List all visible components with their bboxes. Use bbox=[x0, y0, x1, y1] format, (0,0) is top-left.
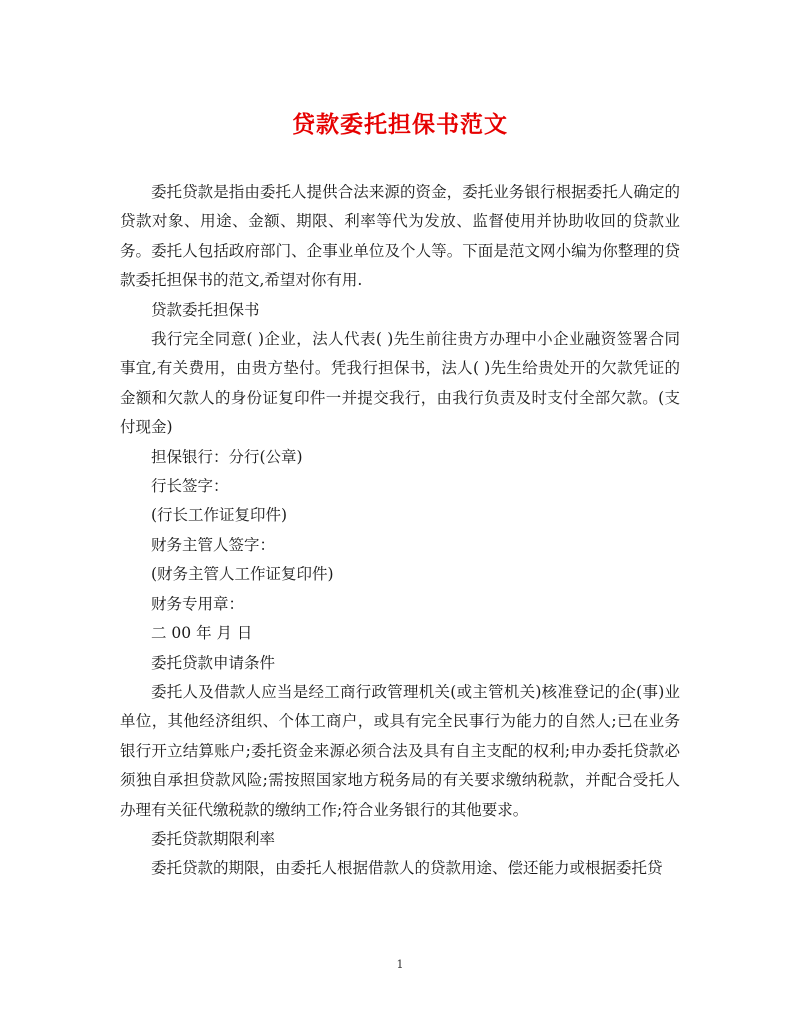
president-id-copy-line: (行长工作证复印件) bbox=[151, 506, 288, 525]
finance-manager-signature-line: 财务主管人签字： bbox=[151, 535, 276, 554]
section-heading-application-conditions: 委托贷款申请条件 bbox=[151, 653, 276, 672]
page-number: 1 bbox=[396, 958, 404, 971]
section-heading-guarantee-letter: 贷款委托担保书 bbox=[151, 300, 260, 319]
document-title: 贷款委托担保书范文 bbox=[292, 111, 508, 138]
intro-paragraph: 委托贷款是指由委托人提供合法来源的资金，委托业务银行根据委托人确定的贷款对象、用途、金额、期限、利率等代为发放、监督使用并协助收回的贷款业务。委托人包括政府部门、企事业单位及个人等。下面是范文网小编为你整理的贷款委托担保书的范文,希望对你有用. bbox=[120, 183, 680, 290]
guarantee-paragraph: 我行完全同意( )企业，法人代表( )先生前往贵方办理中小企业融资签署合同事宜,有关费用，由贵方垫付。凭我行担保书，法人( )先生给贵处开的欠款凭证的金额和欠款人的身份证复印件一并提交我行，由我行负责及时支付全部欠款。(支付现金) bbox=[120, 330, 680, 437]
guarantee-bank-line: 担保银行：分行(公章) bbox=[151, 447, 303, 466]
finance-manager-id-copy-line: (财务主管人工作证复印件) bbox=[151, 565, 334, 584]
application-conditions-paragraph: 委托人及借款人应当是经工商行政管理机关(或主管机关)核准登记的企(事)业单位，其他经济组织、个体工商户，或具有完全民事行为能力的自然人;已在业务银行开立结算账户;委托资金来源必须合法及具有自主支配的权利;申办委托贷款必须独自承担贷款风险;需按照国家地方税务局的有关要求缴纳税款，并配合受托人办理有关征代缴税款的缴纳工作;符合业务银行的其他要求。 bbox=[120, 682, 680, 819]
document-body bbox=[120, 178, 680, 884]
term-interest-paragraph: 委托贷款的期限，由委托人根据借款人的贷款用途、偿还能力或根据委托贷 bbox=[151, 859, 663, 878]
section-heading-term-interest: 委托贷款期限利率 bbox=[151, 829, 276, 848]
finance-seal-line: 财务专用章： bbox=[151, 594, 245, 613]
president-signature-line: 行长签字： bbox=[151, 477, 229, 496]
date-line: 二 00 年 月 日 bbox=[151, 624, 253, 643]
